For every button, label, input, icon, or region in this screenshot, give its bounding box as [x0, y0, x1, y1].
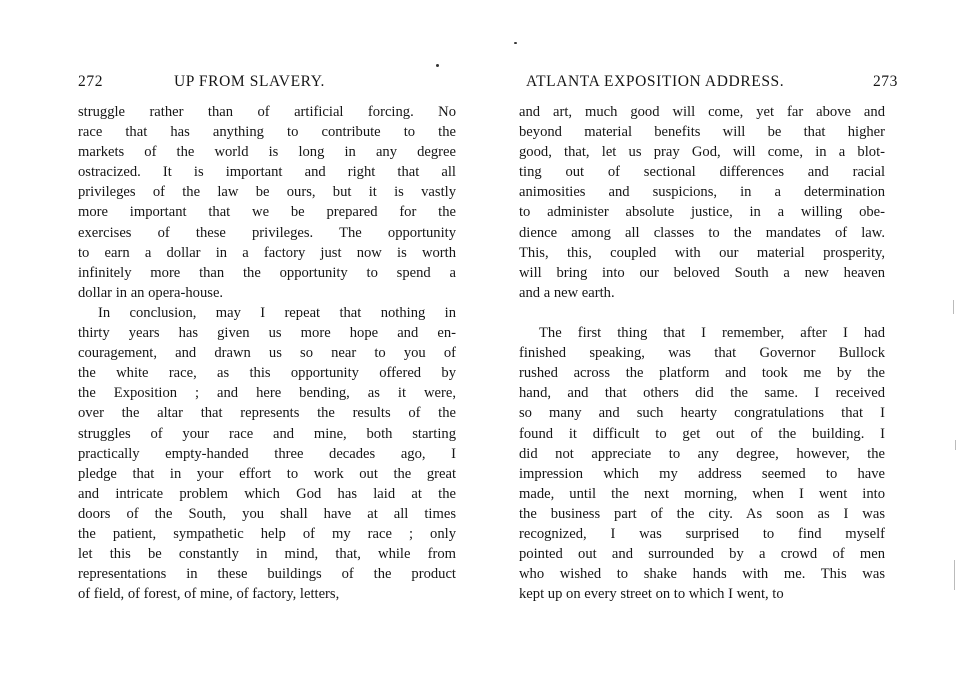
text-line: to administer absolute justice, in a willing obe-: [519, 204, 885, 221]
page-edge-mark: [955, 440, 956, 450]
text-line: exercises of these privileges. The opportunity: [78, 224, 456, 241]
left-running-head: [78, 72, 456, 92]
text-line: recognized, I was surprised to find myself: [519, 525, 885, 542]
text-line: did not appreciate to any degree, however, the: [519, 445, 885, 462]
text-line: of field, of forest, of mine, of factory, letters,: [78, 586, 340, 603]
text-line: This, this, coupled with our material prosperity,: [519, 244, 885, 261]
text-line: beyond material benefits will be that higher: [519, 124, 885, 141]
text-line: and art, much good will come, yet far above and: [519, 104, 885, 120]
text-line: the white race, as this opportunity offered by: [78, 365, 456, 382]
text-line: to earn a dollar in a factory just now is worth: [78, 244, 456, 261]
left-page-number: 272: [78, 73, 104, 90]
right-page-number: 273: [872, 73, 898, 90]
text-line: infinitely more than the opportunity to spend a: [78, 264, 456, 281]
text-line: struggles of your race and mine, both starting: [78, 425, 456, 442]
text-line: and intricate problem which God has laid at the: [78, 485, 456, 502]
text-line: doors of the South, you shall have at all times: [78, 505, 456, 522]
text-line: privileges of the law be ours, but it is vastly: [78, 184, 456, 201]
left-running-title: UP FROM SLAVERY.: [174, 73, 326, 90]
page-edge-mark: [954, 560, 955, 590]
right-running-title: ATLANTA EXPOSITION ADDRESS.: [526, 73, 785, 90]
text-line: rushed across the platform and took me by the: [519, 365, 885, 382]
text-line: and a new earth.: [519, 284, 615, 301]
page-edge-mark: [953, 300, 954, 314]
scan-speck: [514, 42, 517, 44]
right-page-text: [519, 102, 885, 604]
text-line: In conclusion, may I repeat that nothing in: [98, 304, 456, 321]
text-line: let this be constantly in mind, that, while from: [78, 546, 456, 563]
text-line: found it difficult to get out of the building. I: [519, 425, 885, 442]
text-line: pledge that in your effort to work out the great: [78, 465, 456, 482]
right-running-head: [526, 72, 898, 92]
text-line: the patient, sympathetic help of my race ; only: [78, 525, 456, 542]
text-line: kept up on every street on to which I went, to: [519, 586, 784, 603]
right-page: [490, 0, 980, 683]
text-line: The first thing that I remember, after I had: [539, 325, 885, 342]
text-line: animosities and suspicions, in a determination: [519, 184, 885, 201]
text-line: more important that we be prepared for the: [78, 204, 456, 221]
text-line: made, until the next morning, when I went into: [519, 485, 885, 502]
text-line: so many and such hearty congratulations that I: [519, 405, 885, 422]
text-line: impression which my address seemed to have: [519, 465, 885, 482]
text-line: [519, 303, 885, 323]
text-line: struggle rather than of artificial forcing. No: [78, 104, 456, 120]
scan-speck: [436, 64, 439, 67]
text-line: ting out of sectional differences and racial: [519, 164, 885, 181]
text-line: ostracized. It is important and right that all: [78, 164, 456, 181]
text-line: race that has anything to contribute to the: [78, 124, 456, 141]
text-line: over the altar that represents the results of the: [78, 405, 456, 422]
text-line: representations in these buildings of the product: [78, 566, 456, 583]
text-line: the business part of the city. As soon as I was: [519, 505, 885, 522]
text-line: couragement, and drawn us so near to you of: [78, 345, 456, 362]
text-line: the Exposition ; and here bending, as it were,: [78, 385, 456, 402]
text-line: thirty years has given us more hope and en-: [78, 325, 456, 342]
text-line: practically empty-handed three decades ago, I: [78, 445, 456, 462]
text-line: dollar in an opera-house.: [78, 284, 224, 301]
left-page-text: [78, 102, 456, 604]
text-line: will bring into our beloved South a new heaven: [519, 264, 885, 281]
text-line: hand, and that others did the same. I received: [519, 385, 885, 402]
text-line: markets of the world is long in any degree: [78, 144, 456, 161]
text-line: pointed out and surrounded by a crowd of men: [519, 546, 885, 563]
text-line: who wished to shake hands with me. This was: [519, 566, 885, 583]
text-line: dience among all classes to the mandates of law.: [519, 224, 885, 241]
text-line: finished speaking, was that Governor Bullock: [519, 345, 885, 362]
text-line: good, that, let us pray God, will come, in a blot-: [519, 144, 885, 161]
